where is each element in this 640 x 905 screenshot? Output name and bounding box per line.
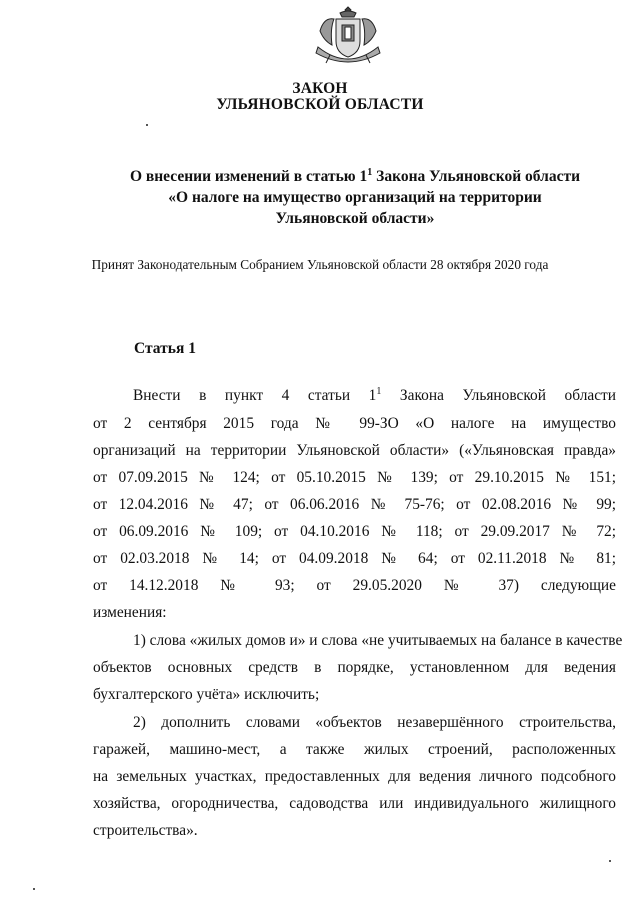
article-intro-line: Внести в пункт 4 статьи $1^1$ Закона Ульяновской области [133, 386, 617, 404]
scan-speck [609, 860, 611, 862]
item-2-line: 2) дополнить словами «объектов незавершённого строительства, [133, 714, 616, 731]
item-2-line: строительства». [93, 822, 198, 839]
item-1-line: бухгалтерского учёта» исключить; [93, 686, 320, 703]
article-heading: Статья 1 [134, 340, 196, 357]
coat-of-arms-emblem [310, 3, 386, 67]
article-body-line: от 06.09.2016 № 109; от 04.10.2016 № 118; от 29.09.2017 № 72; [93, 523, 616, 540]
scan-speck [33, 888, 35, 890]
law-heading: ЗАКОН [292, 80, 348, 97]
article-body-line: от 07.09.2015 № 124; от 05.10.2015 № 139; от 29.10.2015 № 151; [93, 469, 616, 486]
article-body-line: изменения: [93, 604, 167, 621]
title-line-1: О внесении изменений в статью $1^1$ Закона Ульяновской области [129, 167, 581, 185]
article-body-line: от 02.03.2018 № 14; от 04.09.2018 № 64; от 02.11.2018 № 81; [93, 550, 616, 567]
title-line-2: «О налоге на имущество организаций на территории [168, 189, 542, 206]
scan-speck [146, 124, 148, 126]
article-body-line: от 2 сентября 2015 года № 99-ЗО «О налоге на имущество [93, 415, 616, 432]
adoption-note: Принят Законодательным Собранием Ульяновской области 28 октября 2020 года [91, 257, 549, 272]
article-body-line: организаций на территории Ульяновской области» («Ульяновская правда» [93, 442, 616, 459]
item-1-line: объектов основных средств в порядке, установленном для ведения [93, 659, 616, 676]
title-line-3: Ульяновской области» [275, 210, 435, 227]
law-region-heading: УЛЬЯНОВСКОЙ ОБЛАСТИ [216, 96, 424, 113]
article-body-line: от 14.12.2018 № 93; от 29.05.2020 № 37) следующие [93, 577, 616, 594]
article-body-line: от 12.04.2016 № 47; от 06.06.2016 № 75-76; от 02.08.2016 № 99; [93, 496, 616, 513]
item-1-line: 1) слова «жилых домов и» и слова «не учитываемых на балансе в качестве [133, 632, 623, 649]
item-2-line: хозяйства, огородничества, садоводства или индивидуального жилищного [93, 795, 616, 812]
law-title [60, 166, 640, 229]
item-2-line: на земельных участках, предоставленных для ведения личного подсобного [93, 768, 616, 785]
item-2-line: гаражей, машино-мест, а также жилых строений, расположенных [93, 741, 616, 758]
